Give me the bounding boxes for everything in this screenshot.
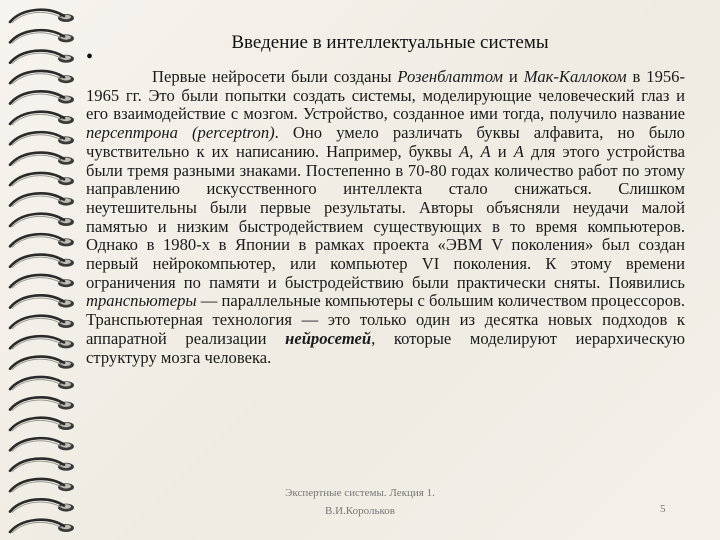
- text-segment: транспьютеры: [86, 291, 197, 311]
- binding-ring: [10, 295, 74, 308]
- text-segment: для этого устройства были тремя разными знаками. Постепенно в 70-80 годах количество работ по этому направлению искусственного интеллекта стало снижаться. Слишком неутешительны были первые результаты. Авторы объясняли неудачи малой памятью и низким быстродействием существующих в то время компьютеров. Однако в 1980-х в Японии в рамках проекта «ЭВМ V поколения» был создан первый нейрокомпьютер, или компьютер VI поколения. К этому времени ограничения по памяти и быстродействию были практически сняты. Появились: [86, 141, 685, 292]
- slide-body: [86, 68, 685, 367]
- binding-ring: [10, 418, 74, 431]
- binding-ring: [10, 520, 74, 533]
- binding-ring: [10, 71, 74, 84]
- binding-ring: [10, 499, 74, 512]
- binding-ring: [10, 459, 74, 472]
- binding-ring: [10, 377, 74, 390]
- footer-author: В.И.Корольков: [325, 505, 395, 517]
- text-segment: персептрона (perceptron): [86, 123, 275, 143]
- slide-title: Введение в интеллектуальные системы: [231, 32, 549, 53]
- binding-ring: [10, 479, 74, 492]
- binding-ring: [10, 132, 74, 145]
- binding-ring: [10, 438, 74, 451]
- binding-ring: [10, 51, 74, 64]
- title-bullet: •: [86, 46, 94, 68]
- text-segment: и: [490, 141, 514, 161]
- binding-ring: [10, 255, 74, 268]
- text-segment: — параллельные компьютеры с большим количеством процессоров. Транспьютерная технология — это только один из десятка новых подходов к аппаратной реализации: [86, 291, 685, 348]
- text-segment: и: [503, 67, 524, 86]
- text-segment: А: [513, 141, 524, 161]
- binding-ring: [10, 30, 74, 43]
- binding-ring: [10, 193, 74, 206]
- binding-ring: [10, 336, 74, 349]
- body-paragraph: [86, 68, 685, 367]
- binding-ring: [10, 10, 74, 23]
- binding-ring: [10, 397, 74, 410]
- text-segment: Мак-Каллоком: [523, 67, 627, 86]
- text-segment: , которые моделируют иерархическую структуру мозга человека.: [86, 328, 685, 367]
- text-segment: ,: [469, 141, 481, 161]
- binding-ring: [10, 234, 74, 247]
- binding-ring: [10, 316, 74, 329]
- binding-ring: [10, 214, 74, 227]
- footer-course: Экспертные системы. Лекция 1.: [285, 487, 435, 499]
- text-segment: А: [459, 141, 470, 161]
- binding-ring: [10, 112, 74, 125]
- binding-ring: [10, 91, 74, 104]
- text-segment: Розенблаттом: [397, 67, 503, 86]
- text-segment: Первые нейросети были созданы: [152, 67, 398, 86]
- page-number: 5: [660, 503, 666, 515]
- slide-footer: [200, 484, 520, 520]
- binding-ring: [10, 357, 74, 370]
- text-segment: А: [480, 141, 491, 161]
- text-segment: . Оно умело различать буквы алфавита, но было чувствительно к их написанию. Например, буквы: [86, 123, 685, 161]
- binding-ring: [10, 153, 74, 166]
- text-segment: в 1956-1965 гг. Это были попытки создать системы, моделирующие человеческий глаз и его взаимодействие с мозгом. Устройство, созданное ими тогда, получило название: [86, 67, 685, 124]
- binding-ring: [10, 173, 74, 186]
- spiral-binding: [0, 0, 86, 540]
- text-segment: нейросетей: [285, 328, 372, 348]
- binding-ring: [10, 275, 74, 288]
